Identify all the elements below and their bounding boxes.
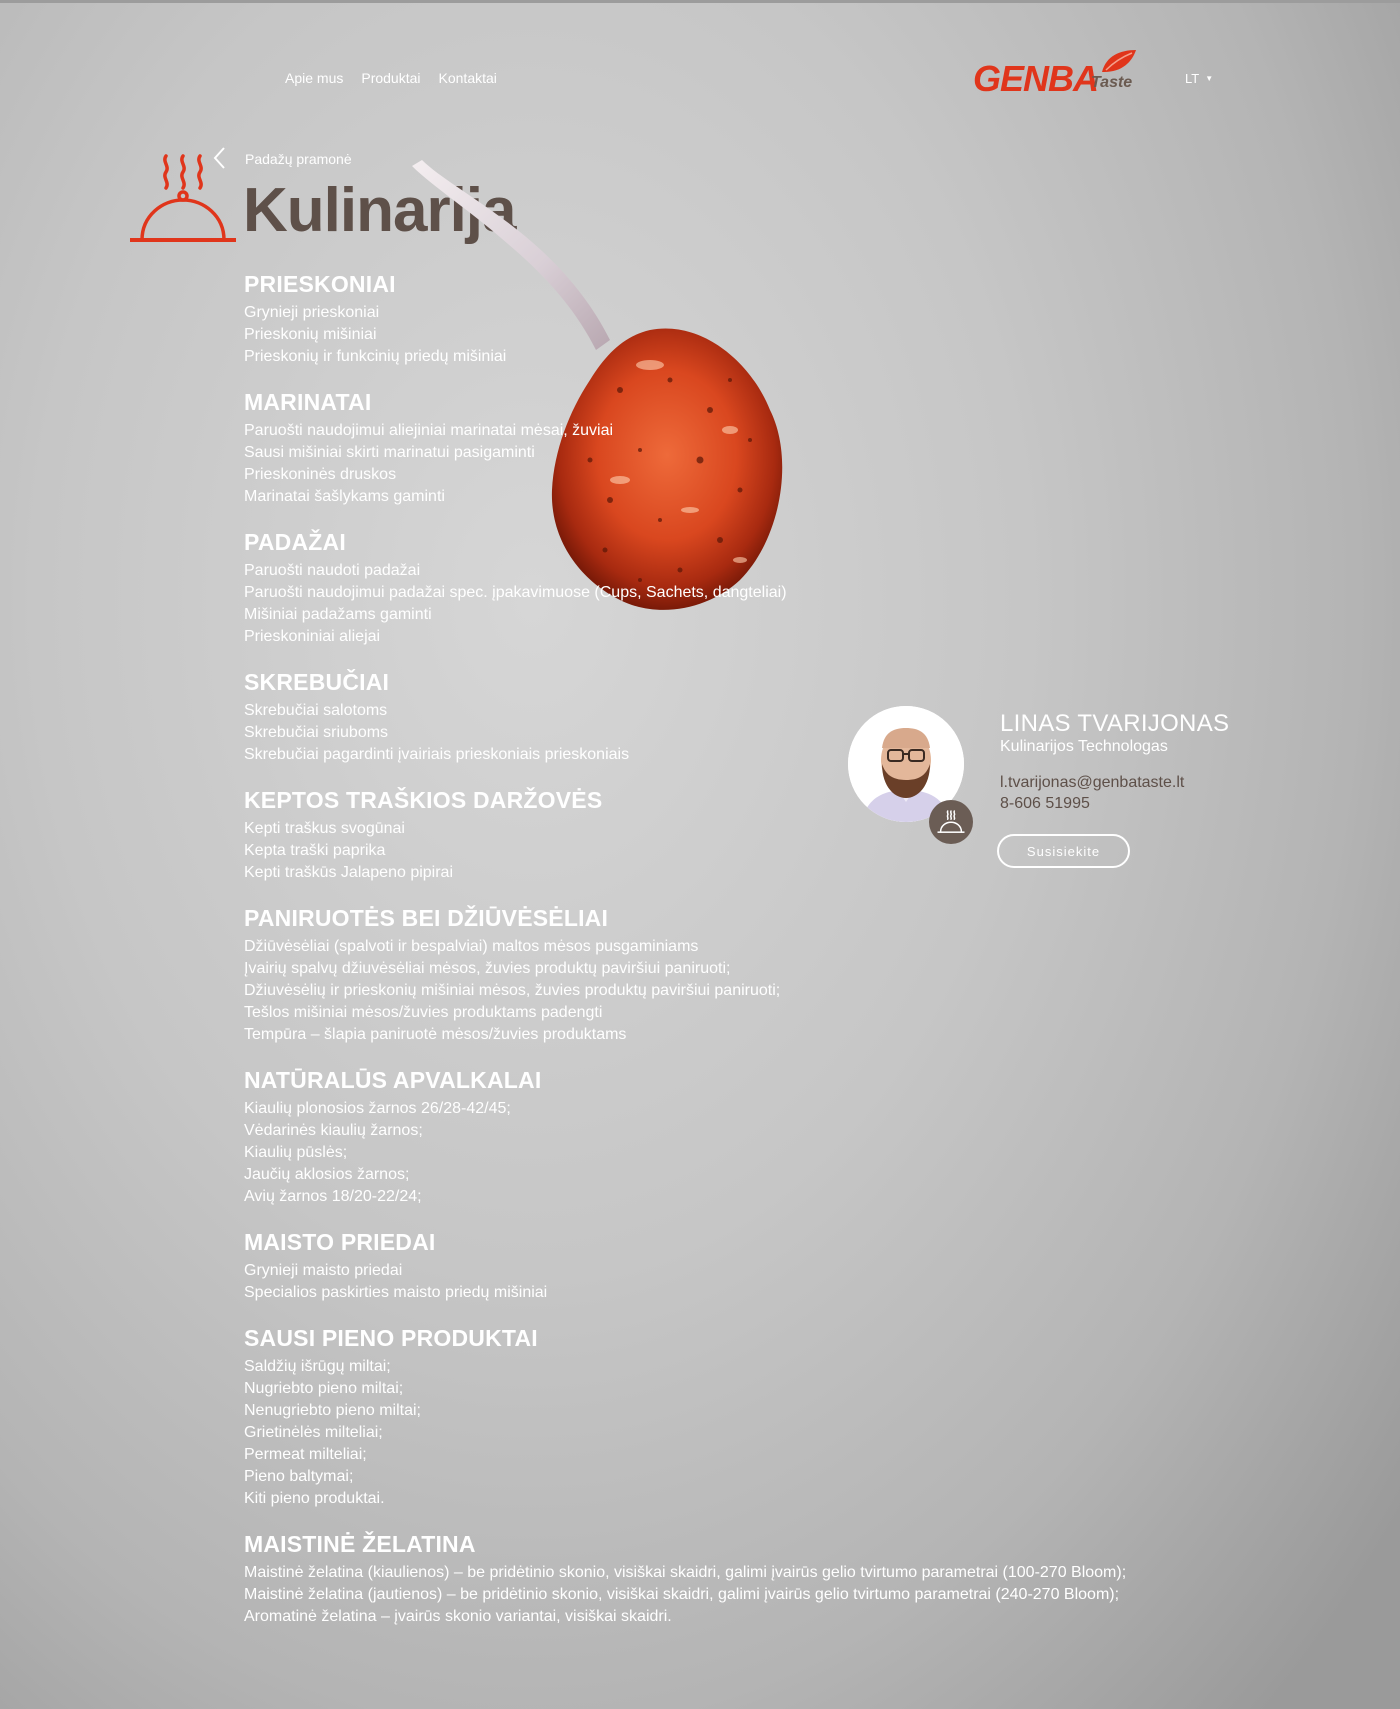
- category-prieskoniai: [244, 270, 1184, 368]
- category-item: Tempūra – šlapia paniruotė mėsos/žuvies produktams: [244, 1026, 627, 1043]
- chevron-left-icon[interactable]: [212, 146, 228, 170]
- category-zelatina: [244, 1530, 1184, 1628]
- category-item: Aromatinė želatina – įvairūs skonio variantai, visiškai skaidri.: [244, 1608, 672, 1625]
- category-item: Grynieji maisto priedai: [244, 1262, 403, 1279]
- category-title: KEPTOS TRAŠKIOS DARŽOVĖS: [244, 787, 603, 813]
- category-item: Skrebučiai pagardinti įvairiais prieskoniais prieskoniais: [244, 746, 630, 763]
- category-item: Pieno baltymai;: [244, 1468, 354, 1485]
- breadcrumb-link[interactable]: Padažų pramonė: [245, 151, 352, 167]
- category-item: Nenugriebto pieno miltai;: [244, 1402, 421, 1419]
- logo-brand: GENBA: [973, 58, 1099, 99]
- category-item: Prieskoninės druskos: [244, 466, 397, 483]
- category-marinatai: [244, 388, 1184, 508]
- category-item: Sausi mišiniai skirti marinatui pasigaminti: [244, 444, 535, 461]
- top-border: [0, 0, 1400, 3]
- contact-phone-link[interactable]: 8-606 51995: [1000, 795, 1090, 812]
- category-item: Kepti traškus svogūnai: [244, 820, 405, 837]
- category-item: Įvairių spalvų džiuvėsėliai mėsos, žuvies produktų paviršiui paniruoti;: [244, 960, 731, 977]
- category-item: Skrebučiai sriuboms: [244, 724, 389, 741]
- category-item: Specialios paskirties maisto priedų mišiniai: [244, 1284, 548, 1301]
- category-item: Paruošti naudoti padažai: [244, 562, 421, 579]
- category-item: Džiūvėsėliai (spalvoti ir bespalviai) maltos mėsos pusgaminiams: [244, 938, 699, 955]
- category-item: Džiuvėsėlių ir prieskonių mišiniai mėsos, žuvies produktų paviršiui paniruoti;: [244, 982, 781, 999]
- language-current: LT: [1185, 71, 1200, 86]
- contact-email-link[interactable]: l.tvarijonas@genbataste.lt: [1000, 774, 1185, 791]
- category-item: Grietinėlės milteliai;: [244, 1424, 383, 1441]
- category-item: Grynieji prieskoniai: [244, 304, 380, 321]
- category-title: NATŪRALŪS APVALKALAI: [244, 1067, 542, 1093]
- contact-name: LINAS TVARIJONAS: [1000, 710, 1230, 737]
- category-title: MARINATAI: [244, 389, 372, 415]
- category-title: PANIRUOTĖS BEI DŽIŪVĖSĖLIAI: [244, 905, 609, 931]
- category-item: Tešlos mišiniai mėsos/žuvies produktams padengti: [244, 1004, 603, 1021]
- category-padazai: [244, 528, 1184, 648]
- contact-role: Kulinarijos Technologas: [1000, 738, 1168, 755]
- leaf-icon: [1100, 48, 1138, 74]
- language-selector[interactable]: [1185, 71, 1213, 86]
- category-item: Paruošti naudojimui padažai spec. įpakavimuose (Cups, Sachets, dangteliai): [244, 584, 787, 601]
- contact-button[interactable]: Susisiekite: [997, 834, 1130, 868]
- caret-down-icon: ▼: [1205, 74, 1214, 83]
- category-item: Kepti traškūs Jalapeno pipirai: [244, 864, 454, 881]
- category-item: Maistinė želatina (kiaulienos) – be pridėtinio skonio, visiškai skaidri, galimi įvairūs gelio tvirtumo parametrai (100-270 Bloom);: [244, 1564, 1127, 1581]
- category-title: PADAŽAI: [244, 529, 346, 555]
- category-item: Avių žarnos 18/20-22/24;: [244, 1188, 422, 1205]
- category-title: MAISTINĖ ŽELATINA: [244, 1531, 476, 1557]
- category-pieno-produktai: [244, 1324, 1184, 1510]
- nav-item-produktai[interactable]: Produktai: [361, 70, 421, 86]
- main-nav: [285, 70, 497, 86]
- logo-sub: Taste: [1091, 74, 1133, 91]
- category-item: Saldžių išrūgų miltai;: [244, 1358, 391, 1375]
- category-item: Kiaulių pūslės;: [244, 1144, 348, 1161]
- page-title: Kulinarija: [243, 176, 516, 245]
- category-item: Permeat milteliai;: [244, 1446, 367, 1463]
- category-maisto-priedai: [244, 1228, 1184, 1304]
- nav-item-apie-mus[interactable]: Apie mus: [285, 70, 344, 86]
- category-item: Paruošti naudojimui aliejiniai marinatai mėsai, žuviai: [244, 422, 614, 439]
- category-item: Kiti pieno produktai.: [244, 1490, 385, 1507]
- category-item: Prieskonių mišiniai: [244, 326, 377, 343]
- category-list: [244, 270, 1184, 1648]
- category-item: Mišiniai padažams gaminti: [244, 606, 432, 623]
- category-item: Marinatai šašlykams gaminti: [244, 488, 445, 505]
- category-title: PRIESKONIAI: [244, 271, 396, 297]
- category-title: SAUSI PIENO PRODUKTAI: [244, 1325, 538, 1351]
- nav-item-kontaktai[interactable]: Kontaktai: [438, 70, 497, 86]
- category-apvalkalai: [244, 1066, 1184, 1208]
- genba-taste-logo[interactable]: [973, 48, 1138, 99]
- category-item: Maistinė želatina (jautienos) – be pridėtinio skonio, visiškai skaidri, galimi įvairūs gelio tvirtumo parametrai (240-270 Bloom);: [244, 1586, 1120, 1603]
- category-item: Jaučių aklosios žarnos;: [244, 1166, 410, 1183]
- category-item: Nugriebto pieno miltai;: [244, 1380, 404, 1397]
- category-item: Skrebučiai salotoms: [244, 702, 388, 719]
- cloche-icon: [937, 809, 965, 835]
- category-item: Kepta traški paprika: [244, 842, 386, 859]
- category-item: Kiaulių plonosios žarnos 26/28-42/45;: [244, 1100, 511, 1117]
- category-item: Prieskonių ir funkcinių priedų mišiniai: [244, 348, 507, 365]
- category-title: SKREBUČIAI: [244, 669, 390, 695]
- cloche-badge: [929, 800, 973, 844]
- category-title: MAISTO PRIEDAI: [244, 1229, 436, 1255]
- category-item: Prieskoniniai aliejai: [244, 628, 381, 645]
- category-paniruotes: [244, 904, 1184, 1046]
- category-item: Vėdarinės kiaulių žarnos;: [244, 1122, 423, 1139]
